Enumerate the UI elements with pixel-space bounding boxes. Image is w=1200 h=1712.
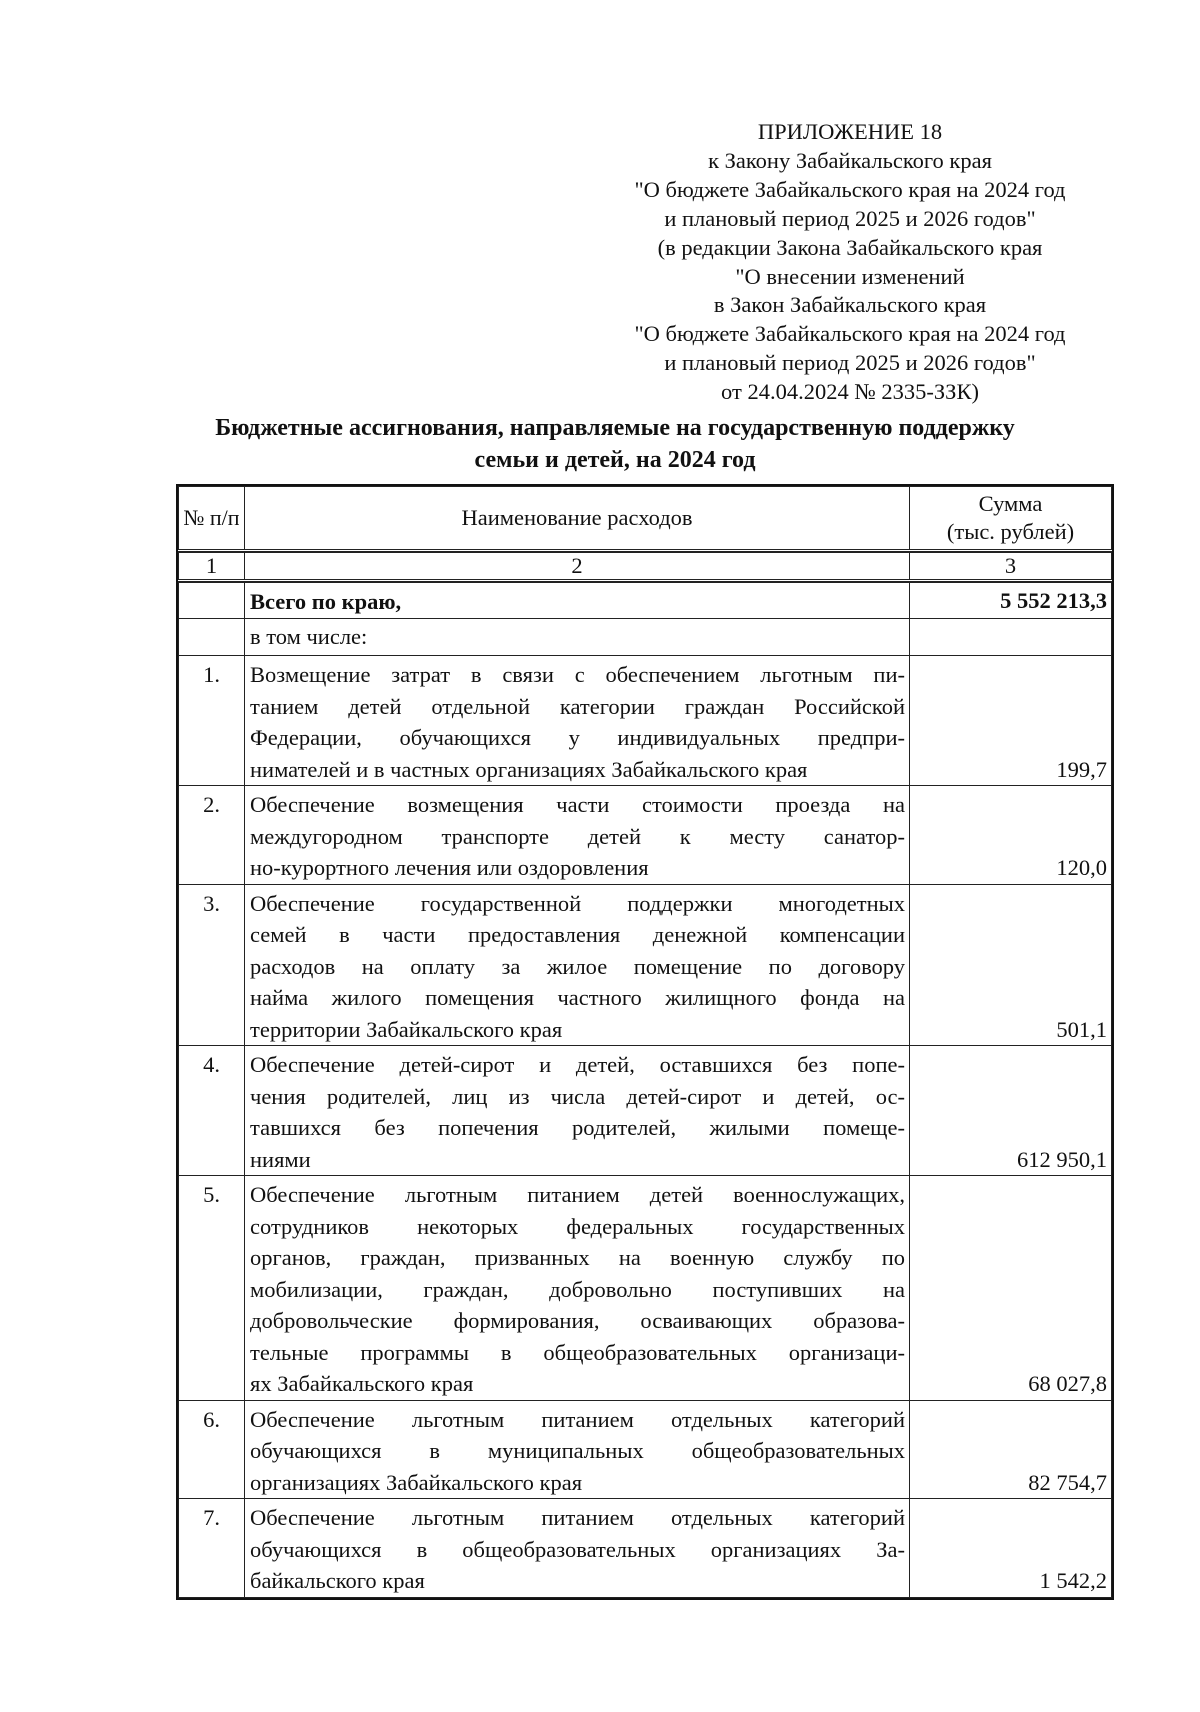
table-row [179,1499,1112,1598]
annex-heading [600,118,1100,407]
row-amount: 68 027,8 [910,1176,1112,1401]
row-amount: 199,7 [910,656,1112,786]
annex-line: к Закону Забайкальского края [708,147,992,173]
annex-line: в Закон Забайкальского края [713,292,987,318]
row-description [245,1176,910,1401]
description-line: нимателей и в частных организациях Забайкальского края [250,756,808,782]
description-line: территории Забайкальского края [250,1016,563,1042]
description-line: чения родителей, лиц из числа детей-сирот и детей, ос- [250,1083,905,1109]
description-line: расходов на оплату за жилое помещение по договору [250,953,905,979]
header-num: № п/п [179,487,245,551]
row-amount: 1 542,2 [910,1499,1112,1598]
budget-table-frame [176,484,1114,1600]
description-line: добровольческие формирования, осваивающих образова- [250,1308,905,1333]
column-number-2: 2 [245,553,910,581]
title-line-1: Бюджетные ассигнования, направляемые на государственную поддержку [215,415,1015,441]
description-line: Возмещение затрат в связи с обеспечением льготным пи- [250,662,905,687]
row-number: 3. [179,884,245,1046]
annex-line: ПРИЛОЖЕНИЕ 18 [757,119,943,144]
row-description [245,1400,910,1499]
column-number-1: 1 [179,553,245,581]
budget-table [178,486,1112,1598]
description-line: обучающихся в общеобразовательных организациях За- [250,1536,905,1562]
row-description [245,1499,910,1598]
row-amount: 82 754,7 [910,1400,1112,1499]
description-line: обучающихся в муниципальных общеобразовательных [250,1438,905,1463]
row-number: 1. [179,656,245,786]
document-title [150,412,1080,476]
including-num-cell [179,619,245,656]
table-body [179,487,1112,1598]
description-line: танием детей отдельной категории граждан Российской [250,693,905,719]
description-line: Обеспечение льготным питанием детей военнослужащих, [250,1182,905,1207]
description-line: тельные программы в общеобразовательных организаци- [250,1339,905,1365]
row-description [245,884,910,1046]
description-line: байкальского края [250,1568,425,1593]
including-row [179,619,1112,656]
annex-line: и плановый период 2025 и 2026 годов" [664,350,1036,376]
header-name: Наименование расходов [245,487,910,551]
row-description [245,786,910,885]
row-number: 4. [179,1046,245,1176]
description-line: органов, граждан, призванных на военную службу по [250,1245,905,1270]
column-number-3: 3 [910,553,1112,581]
row-number: 5. [179,1176,245,1401]
description-line: найма жилого помещения частного жилищного фонда на [250,985,905,1010]
annex-line: (в редакции Закона Забайкальского края [657,234,1043,260]
row-description [245,656,910,786]
row-amount: 612 950,1 [910,1046,1112,1176]
header-sum [910,487,1112,551]
total-row [179,583,1112,619]
description-line: мобилизации, граждан, добровольно поступивших на [250,1276,905,1302]
annex-line: "О внесении изменений [735,263,965,289]
including-sum-cell [910,619,1112,656]
description-line: Обеспечение льготным питанием отдельных категорий [250,1406,905,1432]
annex-line: от 24.04.2024 № 2335-ЗЗК) [721,379,979,405]
annex-line: "О бюджете Забайкальского края на 2024 год [634,321,1066,347]
table-row [179,1176,1112,1401]
row-number: 7. [179,1499,245,1598]
description-line: Обеспечение льготным питанием отдельных категорий [250,1505,905,1530]
annex-line: "О бюджете Забайкальского края на 2024 год [634,176,1066,202]
header-sum-line-2: (тыс. рублей) [946,519,1075,544]
description-line: ниями [250,1146,311,1172]
description-line: Обеспечение возмещения части стоимости проезда на [250,792,905,817]
header-sum-line-1: Сумма [978,491,1043,516]
table-row [179,786,1112,885]
column-numbers-row [179,553,1112,581]
description-line: Обеспечение детей-сирот и детей, оставшихся без попе- [250,1052,905,1077]
including-label: в том числе: [245,619,910,656]
table-row [179,1046,1112,1176]
description-line: организациях Забайкальского края [250,1469,583,1495]
row-number: 6. [179,1400,245,1499]
description-line: тавшихся без попечения родителей, жилыми помеще- [250,1115,905,1140]
total-num-cell [179,583,245,619]
total-label: Всего по краю, [245,583,910,619]
description-line: Обеспечение государственной поддержки многодетных [250,890,905,916]
description-line: Федерации, обучающихся у индивидуальных предпри- [250,725,905,750]
table-header-row [179,487,1112,551]
description-line: ях Забайкальского края [250,1371,474,1396]
row-description [245,1046,910,1176]
description-line: семей в части предоставления денежной компенсации [250,922,905,947]
table-row [179,1400,1112,1499]
table-row [179,656,1112,786]
row-amount: 501,1 [910,884,1112,1046]
description-line: но-курортного лечения или оздоровления [250,855,649,880]
table-row [179,884,1112,1046]
total-amount: 5 552 213,3 [910,583,1112,619]
title-line-2: семьи и детей, на 2024 год [474,447,756,473]
description-line: сотрудников некоторых федеральных государственных [250,1213,905,1239]
description-line: междугородном транспорте детей к месту санатор- [250,823,905,849]
row-amount: 120,0 [910,786,1112,885]
annex-line: и плановый период 2025 и 2026 годов" [664,205,1036,231]
row-number: 2. [179,786,245,885]
